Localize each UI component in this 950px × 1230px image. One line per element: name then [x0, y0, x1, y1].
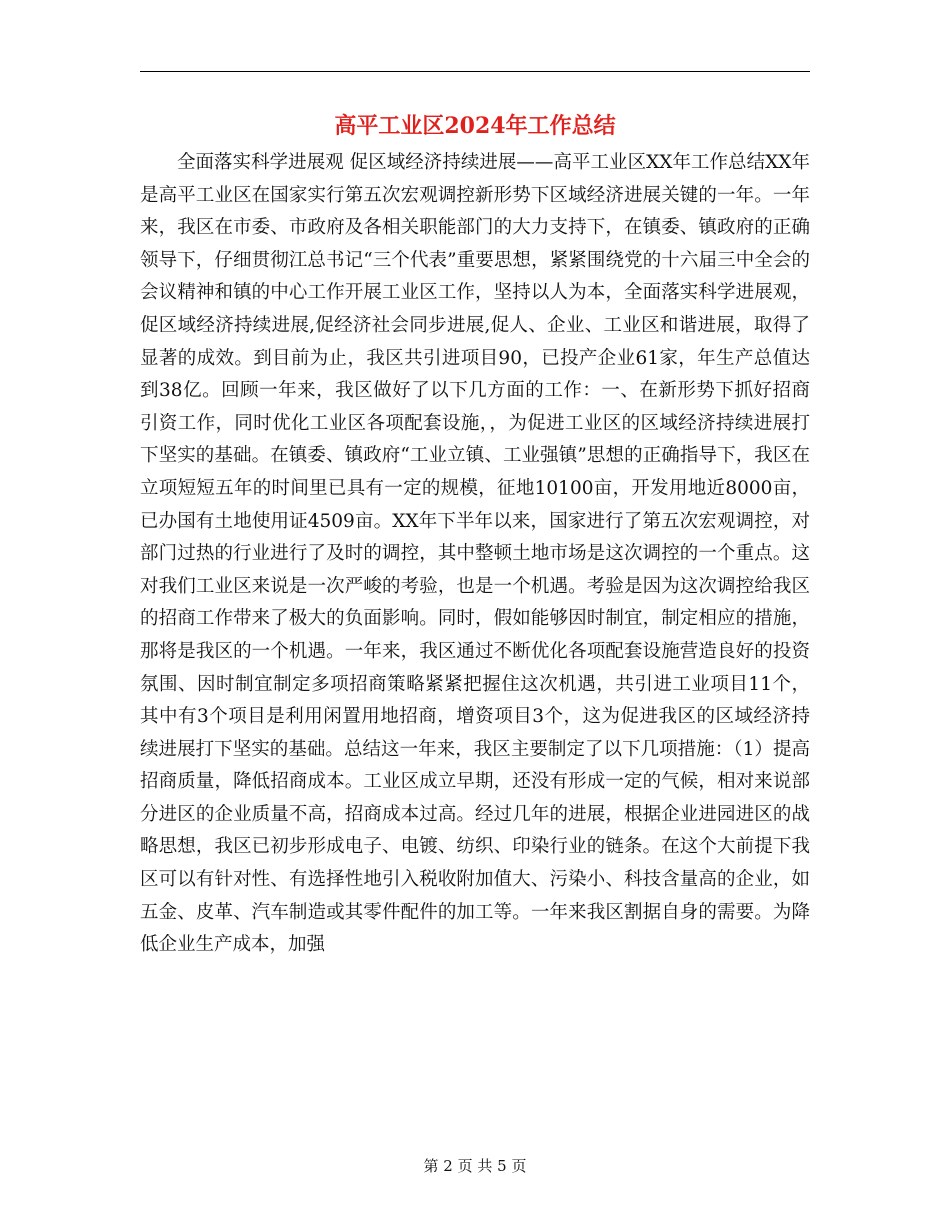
page-number-footer: 第 2 页 共 5 页: [423, 1157, 527, 1175]
document-title: 高平工业区2024年工作总结: [334, 113, 616, 139]
body-paragraph: 全面落实科学进展观 促区域经济持续进展——高平工业区XX年工作总结XX年是高平工业区在国家实行第五次宏观调控新形势下区域经济进展关键的一年。一年来，我区在市委、市政府及各相关职能部门的大力支持下，在镇委、镇政府的正确领导下，仔细贯彻江总书记“三个代表”重要思想，紧紧围绕党的十六届三中全会的会议精神和镇的中心工作开展工业区工作，坚持以人为本，全面落实科学进展观，促区域经济持续进展,促经济社会同步进展,促人、企业、工业区和谐进展，取得了显著的成效。到目前为止，我区共引进项目90，已投产企业61家，年生产总值达到38亿。回顾一年来，我区做好了以下几方面的工作：一、在新形势下抓好招商引资工作，同时优化工业区各项配套设施，，为促进工业区的区域经济持续进展打下坚实的基础。在镇委、镇政府“工业立镇、工业强镇”思想的正确指导下，我区在立项短短五年的时间里已具有一定的规模，征地10100亩，开发用地近8000亩，已办国有土地使用证4509亩。XX年下半年以来，国家进行了第五次宏观调控，对部门过热的行业进行了及时的调控，其中整顿土地市场是这次调控的一个重点。这对我们工业区来说是一次严峻的考验，也是一个机遇。考验是因为这次调控给我区的招商工作带来了极大的负面影响。同时，假如能够因时制宜，制定相应的措施，那将是我区的一个机遇。一年来，我区通过不断优化各项配套设施营造良好的投资氛围、因时制宜制定多项招商策略紧紧把握住这次机遇，共引进工业项目11个，其中有3个项目是利用闲置用地招商，增资项目3个，这为促进我区的区域经济持续进展打下坚实的基础。总结这一年来，我区主要制定了以下几项措施：（1）提高招商质量，降低招商成本。工业区成立早期，还没有形成一定的气候，相对来说部分进区的企业质量不高，招商成本过高。经过几年的进展，根据企业进园进区的战略思想，我区已初步形成电子、电镀、纺织、印染行业的链条。在这个大前提下我区可以有针对性、有选择性地引入税收附加值大、污染小、科技含量高的企业，如五金、皮革、汽车制造或其零件配件的加工等。一年来我区割据自身的需要。为降低企业生产成本，加强: [140, 152, 810, 956]
header-rule: [140, 71, 810, 72]
